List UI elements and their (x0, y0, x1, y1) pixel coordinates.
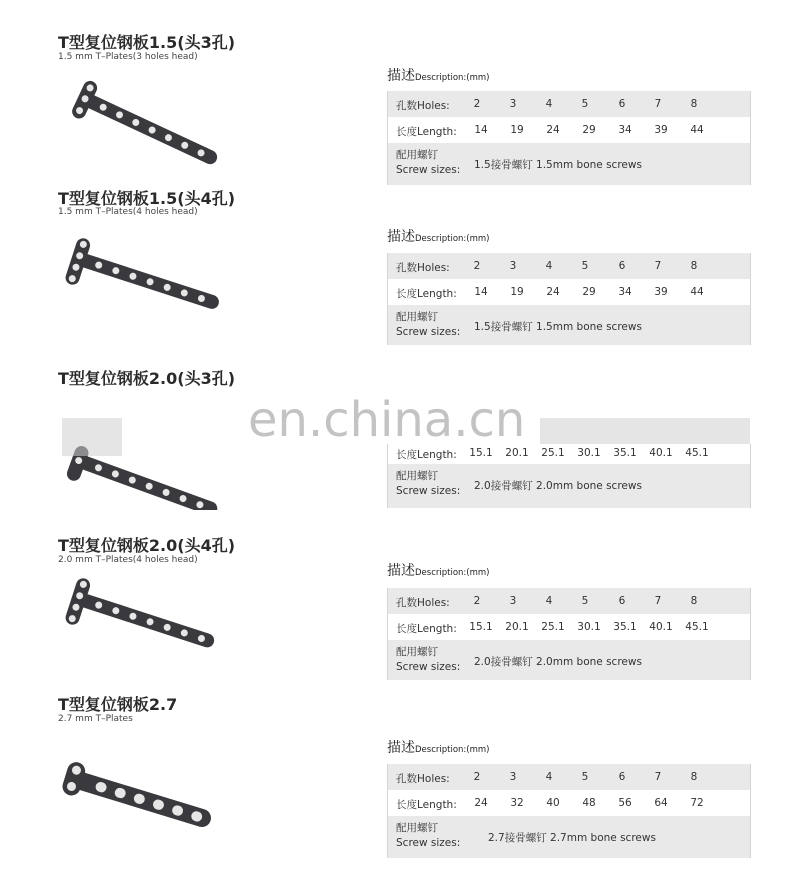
length-cell: 24 (546, 124, 560, 136)
holes-cell: 4 (545, 260, 553, 272)
length-cell: 45.1 (685, 621, 709, 633)
description-heading (387, 737, 489, 757)
length-cell: 15.1 (469, 447, 493, 459)
holes-cell: 7 (654, 98, 662, 110)
holes-row (388, 588, 750, 614)
holes-label: 孔数Holes: (396, 773, 450, 785)
description-en: Description:(mm) (415, 745, 490, 755)
t-plate-2-hole-head-image (60, 760, 225, 840)
length-label: 长度Length: (396, 449, 457, 461)
screw-label-en: Screw sizes: (396, 326, 461, 338)
holes-cell: 2 (473, 595, 481, 607)
holes-cell: 8 (690, 595, 698, 607)
screw-label-en: Screw sizes: (396, 485, 461, 497)
holes-label: 孔数Holes: (396, 262, 450, 274)
length-cell: 19 (510, 124, 524, 136)
length-cell: 30.1 (577, 621, 601, 633)
product-subtitle: 1.5 mm T–Plates(4 holes head) (58, 207, 198, 217)
holes-cell: 3 (509, 98, 517, 110)
spec-table (387, 253, 751, 345)
description-cn: 描述 (387, 68, 415, 84)
length-label: 长度Length: (396, 126, 457, 138)
description-cn: 描述 (387, 563, 415, 579)
product-title: T型复位钢板1.5(头3孔) (58, 33, 236, 52)
length-row (388, 279, 750, 305)
t-plate-4-hole-head-image (60, 578, 225, 658)
length-cell: 20.1 (505, 621, 529, 633)
holes-cell: 8 (690, 771, 698, 783)
description-en: Description:(mm) (415, 73, 490, 83)
length-cell: 39 (654, 286, 668, 298)
length-cell: 34 (618, 124, 632, 136)
description-heading (387, 65, 489, 85)
holes-cell: 6 (618, 771, 626, 783)
length-row (388, 117, 750, 143)
length-cell: 40.1 (649, 447, 673, 459)
length-cell: 35.1 (613, 621, 637, 633)
screw-label-cn: 配用螺钉 (396, 311, 438, 323)
length-cell: 39 (654, 124, 668, 136)
length-cell: 56 (618, 797, 632, 809)
length-cell: 29 (582, 124, 596, 136)
description-cn: 描述 (387, 740, 415, 756)
product-subtitle: 2.0 mm T–Plates(4 holes head) (58, 555, 198, 565)
t-plate-4-hole-head-image (60, 238, 230, 318)
holes-row (388, 91, 750, 117)
length-cell: 25.1 (541, 621, 565, 633)
holes-cell: 3 (509, 595, 517, 607)
description-heading (387, 560, 489, 580)
spec-table (387, 764, 751, 858)
screw-value: 2.0接骨螺钉 2.0mm bone screws (474, 480, 642, 492)
holes-cell: 5 (581, 771, 589, 783)
holes-cell: 2 (473, 771, 481, 783)
screw-label-cn: 配用螺钉 (396, 149, 438, 161)
holes-cell: 5 (581, 595, 589, 607)
length-cell: 30.1 (577, 447, 601, 459)
description-en: Description:(mm) (415, 568, 490, 578)
holes-cell: 2 (473, 260, 481, 272)
length-cell: 29 (582, 286, 596, 298)
length-cell: 72 (690, 797, 704, 809)
length-label: 长度Length: (396, 288, 457, 300)
length-cell: 20.1 (505, 447, 529, 459)
length-cell: 25.1 (541, 447, 565, 459)
description-heading (387, 226, 489, 246)
length-cell: 40.1 (649, 621, 673, 633)
holes-cell: 7 (654, 595, 662, 607)
watermark-text: en.china.cn (248, 392, 526, 448)
holes-cell: 4 (545, 98, 553, 110)
holes-label: 孔数Holes: (396, 597, 450, 609)
screw-row (388, 816, 750, 858)
screw-value: 1.5接骨螺钉 1.5mm bone screws (474, 321, 642, 333)
t-plate-3-hole-head-image (60, 80, 235, 170)
length-cell: 64 (654, 797, 668, 809)
screw-row (388, 305, 750, 345)
screw-row (388, 640, 750, 680)
length-cell: 34 (618, 286, 632, 298)
product-title: T型复位钢板2.0(头4孔) (58, 536, 236, 555)
length-cell: 24 (474, 797, 488, 809)
length-cell: 14 (474, 286, 488, 298)
holes-cell: 5 (581, 98, 589, 110)
screw-value: 2.7接骨螺钉 2.7mm bone screws (488, 832, 656, 844)
screw-label-cn: 配用螺钉 (396, 822, 438, 834)
holes-cell: 6 (618, 260, 626, 272)
length-cell: 40 (546, 797, 560, 809)
screw-value: 1.5接骨螺钉 1.5mm bone screws (474, 159, 642, 171)
spec-table (387, 444, 751, 508)
description-cn: 描述 (387, 229, 415, 245)
screw-label-en: Screw sizes: (396, 837, 461, 849)
length-cell: 44 (690, 286, 704, 298)
length-cell: 14 (474, 124, 488, 136)
holes-cell: 5 (581, 260, 589, 272)
length-label: 长度Length: (396, 623, 457, 635)
length-cell: 35.1 (613, 447, 637, 459)
product-title: T型复位钢板2.0(头3孔) (58, 369, 236, 388)
holes-label: 孔数Holes: (396, 100, 450, 112)
screw-row (388, 464, 750, 508)
holes-cell: 7 (654, 260, 662, 272)
length-cell: 19 (510, 286, 524, 298)
holes-cell: 6 (618, 595, 626, 607)
holes-cell: 3 (509, 260, 517, 272)
length-row (388, 790, 750, 816)
product-subtitle: 2.7 mm T–Plates (58, 714, 133, 724)
spec-table (387, 91, 751, 185)
obscured-region (62, 418, 122, 456)
holes-cell: 3 (509, 771, 517, 783)
holes-row (388, 253, 750, 279)
holes-cell: 8 (690, 98, 698, 110)
holes-cell: 7 (654, 771, 662, 783)
length-cell: 15.1 (469, 621, 493, 633)
length-cell: 44 (690, 124, 704, 136)
description-en: Description:(mm) (415, 234, 490, 244)
product-title: T型复位钢板2.7 (58, 695, 178, 714)
length-label: 长度Length: (396, 799, 457, 811)
screw-value: 2.0接骨螺钉 2.0mm bone screws (474, 656, 642, 668)
length-cell: 45.1 (685, 447, 709, 459)
screw-label-cn: 配用螺钉 (396, 646, 438, 658)
screw-label-en: Screw sizes: (396, 164, 461, 176)
screw-label-en: Screw sizes: (396, 661, 461, 673)
screw-label-cn: 配用螺钉 (396, 470, 438, 482)
holes-row (388, 764, 750, 790)
length-cell: 32 (510, 797, 524, 809)
holes-cell: 8 (690, 260, 698, 272)
spec-table (387, 588, 751, 680)
length-cell: 48 (582, 797, 596, 809)
length-row (388, 614, 750, 640)
holes-cell: 2 (473, 98, 481, 110)
holes-cell: 4 (545, 595, 553, 607)
length-cell: 24 (546, 286, 560, 298)
holes-cell: 4 (545, 771, 553, 783)
screw-row (388, 143, 750, 185)
product-subtitle: 1.5 mm T–Plates(3 holes head) (58, 52, 198, 62)
holes-cell: 6 (618, 98, 626, 110)
product-title: T型复位钢板1.5(头4孔) (58, 189, 236, 208)
